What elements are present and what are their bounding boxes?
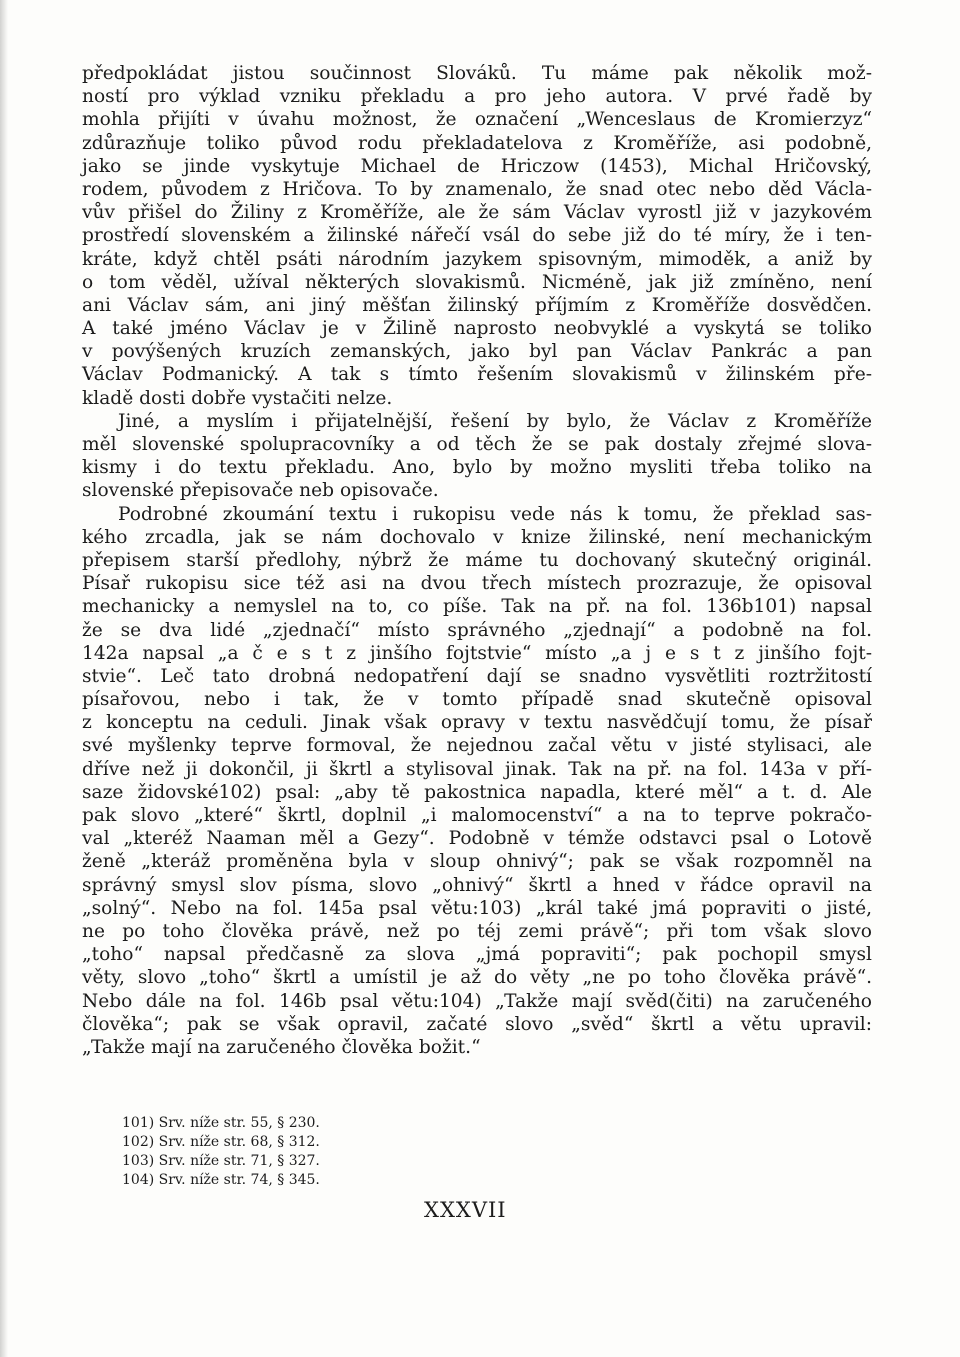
text-line: mechanicky a nemyslel na to, co píše. Tak na př. na fol. 136b101) napsal bbox=[82, 596, 872, 618]
text-line: v povýšených kruzích zemanských, jako byl pan Václav Pankrác a pan bbox=[82, 341, 872, 363]
text-line: přepisem starší předlohy, nýbrž že máme tu dochovaný skutečný originál. bbox=[82, 549, 872, 571]
text-line: rodem, původem z Hričova. To by znamenalo, že snad otec nebo děd Václa- bbox=[82, 178, 872, 200]
text-line: ne po toho člověka právě, než po téj zemi právě“; při tom však slovo bbox=[82, 920, 872, 942]
text-line: Podrobné zkoumání textu i rukopisu vede nás k tomu, že překlad sas- bbox=[118, 503, 872, 525]
footnote: 101) Srv. níže str. 55, § 230. bbox=[122, 1115, 320, 1131]
text-line: pak slovo „které“ škrtl, doplnil „i malomocenství“ a na to teprve pokračo- bbox=[82, 805, 872, 826]
text-line: 142a napsal „a č e s t z jinšího fojtstvie“ místo „a j e s t z jinšího fojt- bbox=[82, 642, 872, 664]
text-line: ženě „kteráž proměněna byla v sloup ohnivý“; pak se však rozpomněl na bbox=[82, 851, 872, 873]
footnote: 102) Srv. níže str. 68, § 312. bbox=[122, 1134, 320, 1150]
text-line: stvie“. Leč tato drobná nedopatření dají se snadno vysvětliti roztržitostí bbox=[82, 665, 872, 687]
text-line: Jiné, a myslím i přijatelnější, řešení by bylo, že Václav z Kroměříže bbox=[118, 410, 872, 432]
footnote: 103) Srv. níže str. 71, § 327. bbox=[122, 1153, 320, 1169]
text-line: měl slovenské spolupracovníky a od těch že se pak dostaly zřejmé slova- bbox=[82, 434, 872, 455]
text-line: předpokládat jistou součinnost Slováků. Tu máme pak několik mož- bbox=[82, 63, 872, 84]
text-line: člověka“; pak se však opravil, začaté slovo „svěd“ škrtl a větu upravil: bbox=[82, 1013, 872, 1035]
text-line: kráte, když chtěl psáti národním jazykem spisovným, mimoděk, a aniž by bbox=[82, 248, 872, 270]
text-line: své myšlenky teprve formoval, že nejednou začal větu v jisté stylisaci, ale bbox=[82, 735, 872, 757]
text-line: vův přišel do Žiliny z Kroměříže, ale že sám Václav vyrostl již v jazykovém bbox=[82, 202, 872, 224]
text-line: jako se jinde vyskytuje Michael de Hriczow (1453), Michal Hričovský, bbox=[82, 155, 872, 177]
text-line: zdůrazňuje toliko původ rodu překladatelova z Kroměříže, asi podobně, bbox=[82, 132, 872, 154]
text-line: „Takže mají na zaručeného člověka božit.“ bbox=[82, 1036, 481, 1058]
text-line: Václav Podmanický. A tak s tímto řešením slovakismů v žilinském pře- bbox=[82, 364, 872, 386]
text-line: že se dva lidé „zjednačí“ místo správného „zjednají“ a podobně na fol. bbox=[82, 619, 872, 641]
text-line: „toho“ napsal předčasně za slova „jmá popraviti“; pak pochopil smysl bbox=[82, 944, 872, 966]
text-line: kladě dosti dobře vystačiti nelze. bbox=[82, 387, 393, 409]
text-line: mohla přijíti v úvahu možnost, že označení „Wenceslaus de Kromierzyz“ bbox=[82, 109, 872, 131]
text-line: ností pro výklad vzniku překladu a pro jeho autora. V prvé řadě by bbox=[82, 86, 872, 108]
text-line: A také jméno Václav je v Žilině naprosto neobvyklé a vyskytá se toliko bbox=[82, 318, 872, 340]
text-line: kého zrcadla, jak se nám dochovalo v knize žilinské, není mechanickým bbox=[82, 526, 872, 548]
text-line: písařovou, nebo i tak, že v tomto případě snad skutečně opisoval bbox=[82, 689, 872, 711]
text-line: saze židovské102) psal: „aby tě pakostnica napadla, které měl“ a t. d. Ale bbox=[82, 781, 872, 803]
text-line: o tom věděl, užíval některých slovakismů. Nicméně, jak již zmíněno, není bbox=[82, 271, 872, 293]
text-line: věty, slovo „toho“ škrtl a umístil je až do věty „ne po toho člověka právě“. bbox=[82, 967, 872, 989]
page-number: XXXVII bbox=[424, 1198, 507, 1222]
page-edge-shadow bbox=[0, 0, 8, 1357]
text-line: val „kteréž Naaman měl a Gezy“. Podobně v témže odstavci psal o Lotově bbox=[82, 828, 872, 850]
text-line: správný smysl slov písma, slovo „ohnivý“ škrtl a hned v řádce opravil na bbox=[82, 874, 872, 896]
text-line: z konceptu na ceduli. Jinak však opravy v textu nasvědčují tomu, že písař bbox=[82, 712, 872, 734]
text-line: Písař rukopisu sice též asi na dvou třech místech prozrazuje, že opisoval bbox=[82, 573, 872, 595]
text-line: kismy i do textu překladu. Ano, bylo by možno mysliti třeba toliko na bbox=[82, 457, 872, 479]
text-line: slovenské přepisovače neb opisovače. bbox=[82, 480, 439, 502]
text-line: „solný“. Nebo na fol. 145a psal větu:103) „král také jmá popraviti o jisté, bbox=[82, 897, 872, 919]
footnote: 104) Srv. níže str. 74, § 345. bbox=[122, 1172, 320, 1188]
text-line: dříve než ji dokončil, ji škrtl a stylisoval jinak. Tak na př. na fol. 143a v pří- bbox=[82, 758, 872, 780]
text-line: prostředí slovenském a žilinské nářečí vsál do sebe již do té míry, že i ten- bbox=[82, 225, 872, 247]
footnotes bbox=[122, 1114, 522, 1190]
body-text bbox=[82, 62, 872, 1059]
text-line: Nebo dále na fol. 146b psal větu:104) „Takže mají svěd(čiti) na zaručeného bbox=[82, 990, 872, 1012]
text-line: ani Václav sám, ani jiný měšťan žilinský příjmím z Kroměříže dosvědčen. bbox=[82, 294, 872, 316]
